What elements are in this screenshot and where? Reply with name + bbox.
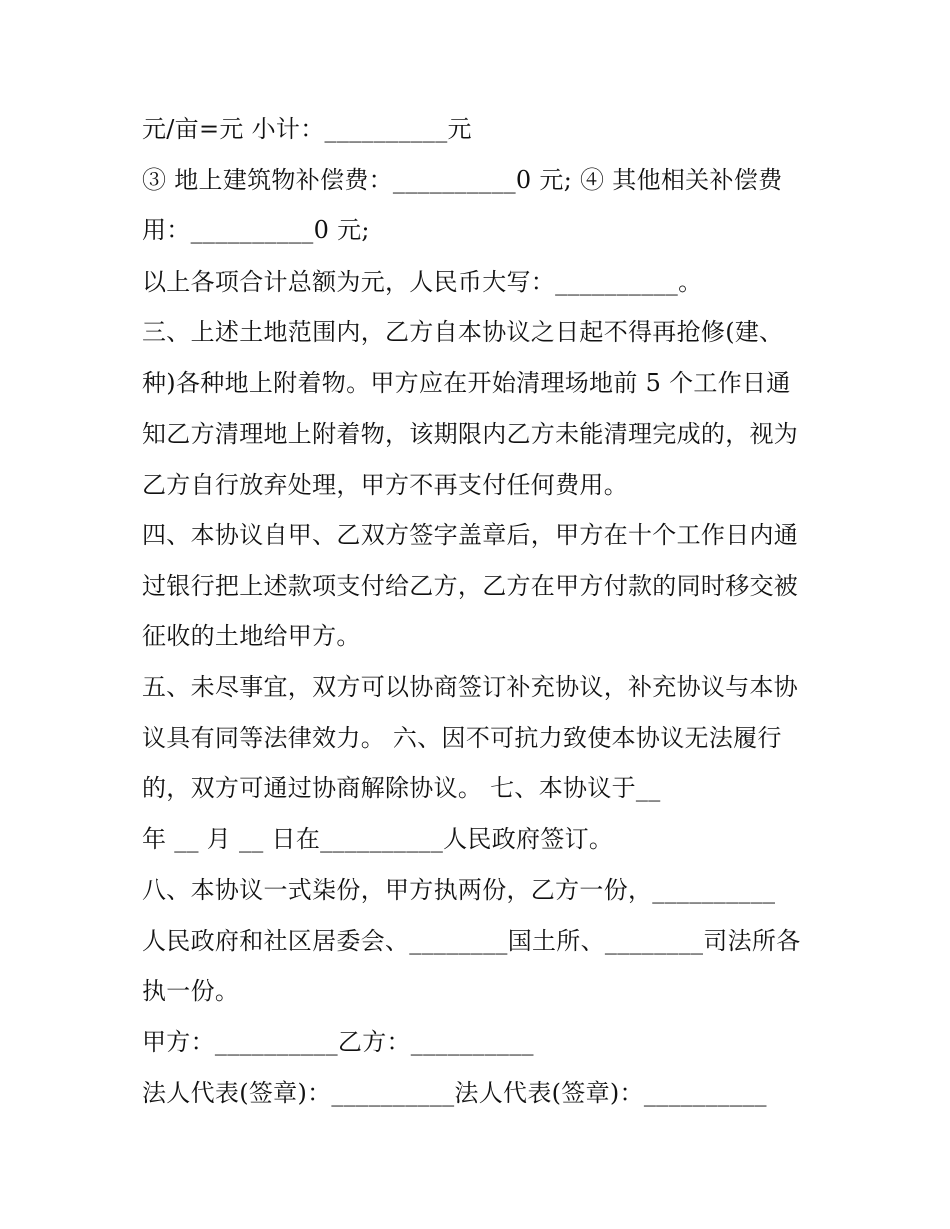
- text-line-other-compensation: 用：__________0 元;: [142, 216, 370, 244]
- text-line-clause-3-a: 三、上述土地范围内，乙方自本协议之日起不得再抢修(建、: [142, 318, 784, 346]
- text-line-clause-5-a: 五、未尽事宜，双方可以协商签订补充协议，补充协议与本协: [142, 673, 799, 701]
- text-line-clause-4-b: 过银行把上述款项支付给乙方，乙方在甲方付款的同时移交被: [142, 572, 799, 600]
- text-line-subtotal: 元/亩=元 小计：__________元: [142, 115, 472, 143]
- text-line-clause-3-c: 知乙方清理地上附着物，该期限内乙方未能清理完成的，视为: [142, 420, 799, 448]
- text-line-clause-5-b: 议具有同等法律效力。 六、因不可抗力致使本协议无法履行: [142, 724, 782, 752]
- text-line-clause-6-7: 的，双方可通过协商解除协议。 七、本协议于__: [142, 774, 661, 802]
- text-line-clause-3-b: 种)各种地上附着物。甲方应在开始清理场地前 5 个工作日通: [142, 369, 791, 397]
- text-line-clause-3-d: 乙方自行放弃处理，甲方不再支付任何费用。: [142, 471, 628, 499]
- text-line-clause-8-a: 八、本协议一式柒份，甲方执两份，乙方一份，__________: [142, 876, 776, 904]
- text-line-signing-date: 年 __ 月 __ 日在__________人民政府签订。: [142, 825, 614, 853]
- text-line-legal-representatives: 法人代表(签章)：__________法人代表(签章)：__________: [142, 1079, 767, 1107]
- text-line-clause-4-a: 四、本协议自甲、乙双方签字盖章后，甲方在十个工作日内通: [142, 521, 799, 549]
- text-line-clause-4-c: 征收的土地给甲方。: [142, 622, 361, 650]
- text-line-clause-8-c: 执一份。: [142, 977, 240, 1005]
- text-line-clause-8-b: 人民政府和社区居委会、________国土所、________司法所各: [142, 927, 801, 955]
- text-line-parties: 甲方：__________乙方：__________: [142, 1028, 534, 1056]
- text-line-building-compensation: ③ 地上建筑物补偿费：__________0 元; ④ 其他相关补偿费: [142, 166, 783, 194]
- text-line-total-amount: 以上各项合计总额为元，人民币大写：__________。: [142, 268, 703, 296]
